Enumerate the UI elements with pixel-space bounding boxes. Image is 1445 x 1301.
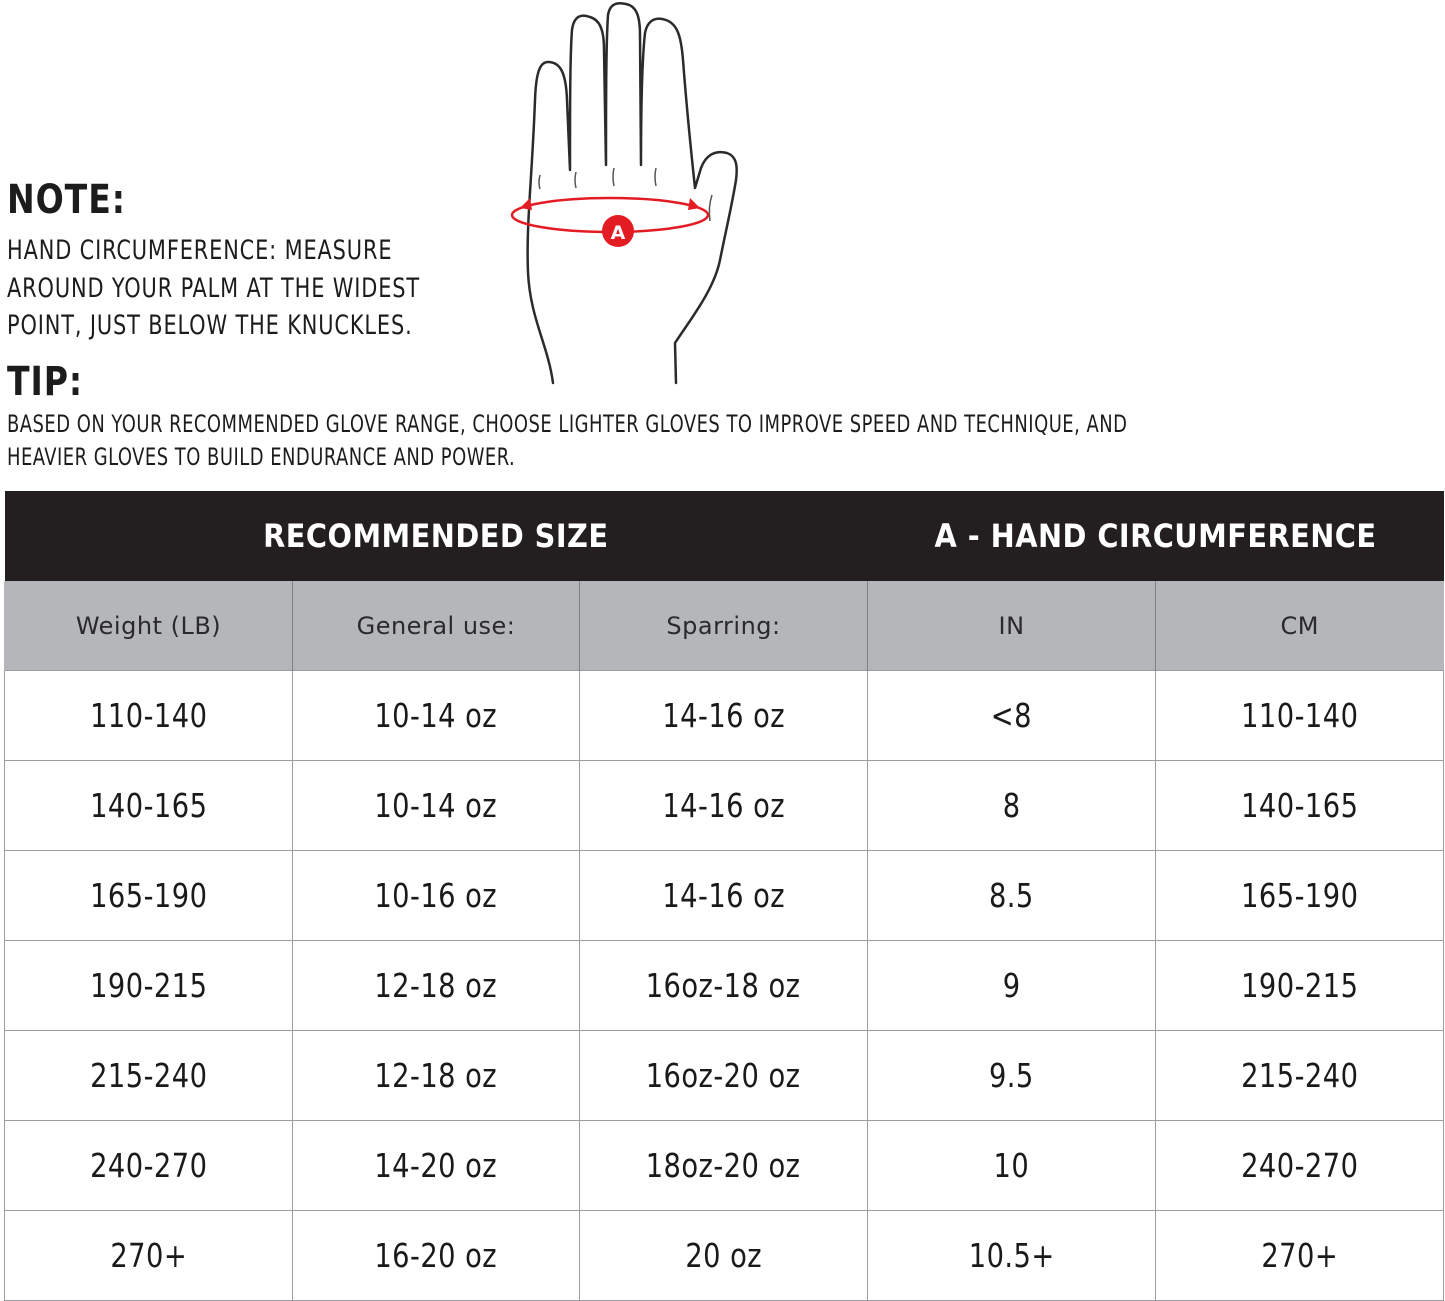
size-chart-table (4, 491, 1444, 1301)
column-header-row (5, 581, 1444, 671)
cell-cm: 110-140 (1156, 671, 1444, 761)
column-header-sparring: Sparring: (580, 581, 868, 671)
cell-sparring: 16oz-20 oz (580, 1031, 868, 1121)
table-row (5, 941, 1444, 1031)
cell-in: 8.5 (868, 851, 1156, 941)
note-heading: NOTE: (7, 177, 126, 223)
note-text: HAND CIRCUMFERENCE: MEASURE AROUND YOUR PALM AT THE WIDEST POINT, JUST BELOW THE KNUCKLES. (7, 235, 421, 341)
cell-sparring: 20 oz (580, 1211, 868, 1301)
arrow-right-icon (688, 198, 700, 210)
header-recommended-size: RECOMMENDED SIZE (5, 491, 868, 581)
cell-weight: 110-140 (5, 671, 293, 761)
cell-in: 10.5+ (868, 1211, 1156, 1301)
cell-sparring: 14-16 oz (580, 671, 868, 761)
thumb-crease (709, 195, 712, 221)
cell-cm: 190-215 (1156, 941, 1444, 1031)
cell-general-use: 10-16 oz (293, 851, 580, 941)
header-hand-circumference: A - HAND CIRCUMFERENCE (868, 491, 1444, 581)
tip-text: BASED ON YOUR RECOMMENDED GLOVE RANGE, CHOOSE LIGHTER GLOVES TO IMPROVE SPEED AND TECHNIQUE, AND HEAVIER GLOVES TO BUILD ENDURANCE AND POWER. (7, 410, 1128, 471)
cell-cm: 240-270 (1156, 1121, 1444, 1211)
table-row (5, 851, 1444, 941)
marker-a-label: A (610, 222, 626, 244)
cell-sparring: 18oz-20 oz (580, 1121, 868, 1211)
cell-weight: 190-215 (5, 941, 293, 1031)
cell-in: <8 (868, 671, 1156, 761)
table-row (5, 1211, 1444, 1301)
arrow-left-icon (520, 198, 532, 210)
cell-cm: 140-165 (1156, 761, 1444, 851)
cell-in: 8 (868, 761, 1156, 851)
knuckle-crease (613, 168, 614, 186)
cell-cm: 165-190 (1156, 851, 1444, 941)
knuckle-crease (575, 172, 576, 188)
knuckle-crease (539, 175, 540, 189)
table-row (5, 761, 1444, 851)
column-header-cm: CM (1156, 581, 1444, 671)
group-header-row (5, 491, 1444, 581)
table-row (5, 1121, 1444, 1211)
hand-outline (528, 3, 737, 383)
table-row (5, 671, 1444, 761)
cell-general-use: 12-18 oz (293, 941, 580, 1031)
cell-sparring: 14-16 oz (580, 761, 868, 851)
cell-general-use: 14-20 oz (293, 1121, 580, 1211)
cell-general-use: 12-18 oz (293, 1031, 580, 1121)
cell-weight: 140-165 (5, 761, 293, 851)
cell-general-use: 16-20 oz (293, 1211, 580, 1301)
hand-measurement-diagram (500, 0, 760, 390)
cell-weight: 215-240 (5, 1031, 293, 1121)
cell-sparring: 14-16 oz (580, 851, 868, 941)
cell-weight: 165-190 (5, 851, 293, 941)
tip-heading: TIP: (7, 359, 84, 405)
cell-sparring: 16oz-18 oz (580, 941, 868, 1031)
column-header-in: IN (868, 581, 1156, 671)
column-header-weight: Weight (LB) (5, 581, 293, 671)
knuckle-crease (655, 168, 656, 186)
cell-weight: 270+ (5, 1211, 293, 1301)
column-header-general-use: General use: (293, 581, 580, 671)
cell-in: 10 (868, 1121, 1156, 1211)
table-row (5, 1031, 1444, 1121)
cell-weight: 240-270 (5, 1121, 293, 1211)
cell-general-use: 10-14 oz (293, 761, 580, 851)
cell-cm: 270+ (1156, 1211, 1444, 1301)
cell-general-use: 10-14 oz (293, 671, 580, 761)
cell-cm: 215-240 (1156, 1031, 1444, 1121)
cell-in: 9 (868, 941, 1156, 1031)
cell-in: 9.5 (868, 1031, 1156, 1121)
